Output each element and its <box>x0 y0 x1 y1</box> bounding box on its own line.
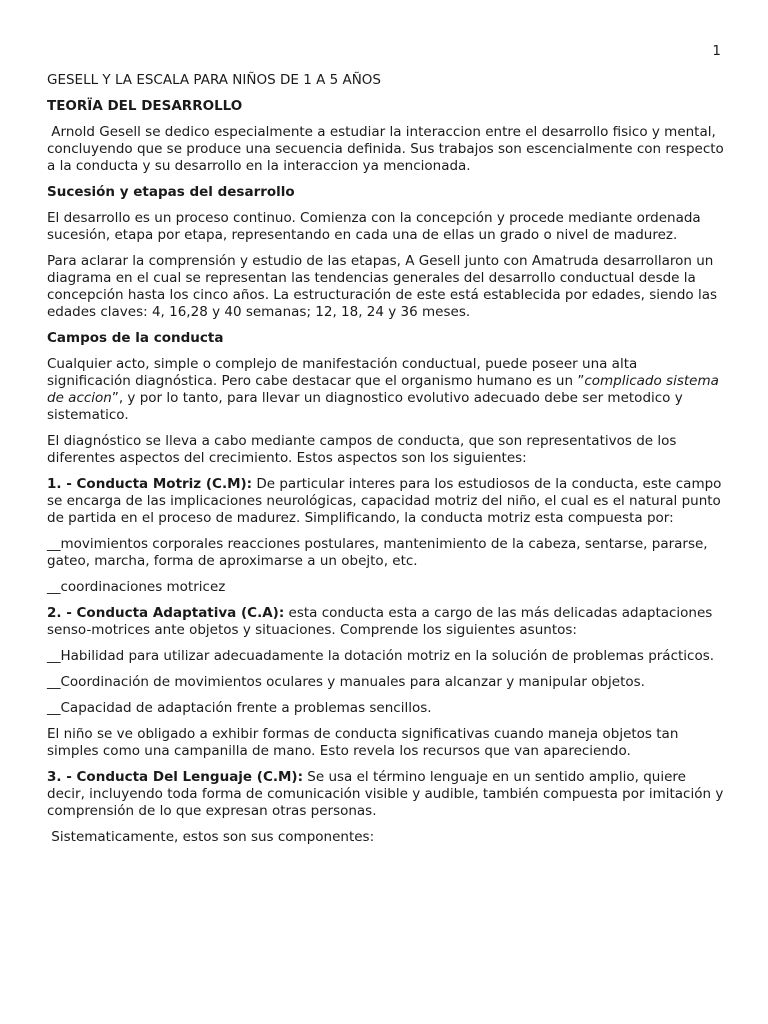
motriz-text: De particular interes para los estudiosos de la conducta, este campo se encarga de las implicaciones neurológicas, capacidad motriz del niño, el cual es el natural punto de partida en el proceso de madurez. Simplificando, la conducta motriz esta compuesta por: <box>47 476 726 526</box>
cualquier-text-pre: Cualquier acto, simple o complejo de manifestación conductual, puede poseer una alta significación diagnóstica. Pero cabe destacar que el organismo humano es un ” <box>47 356 638 389</box>
paragraph-intro: Arnold Gesell se dedico especialmente a estudiar la interaccion entre el desarrollo fisico y mental, concluyendo que se produce una secuencia definida. Sus trabajos son escencialmente con respecto a la conducta y su desarrollo en la interaccion ya mencionada. <box>47 124 729 174</box>
document-title: GESELL Y LA ESCALA PARA NIÑOS DE 1 A 5 AÑOS <box>47 72 382 88</box>
heading-sucesion: Sucesión y etapas del desarrollo <box>47 184 295 200</box>
lenguaje-label: 3. - Conducta Del Lenguaje (C.M): <box>47 769 303 785</box>
adaptativa-label: 2. - Conducta Adaptativa (C.A): <box>47 605 285 621</box>
motriz-list-item: __movimientos corporales reacciones postulares, mantenimiento de la cabeza, sentarse, pararse, gateo, marcha, forma de aproximarse a un obejto, etc. <box>47 536 708 569</box>
heading-campos: Campos de la conducta <box>47 330 224 346</box>
adaptativa-list-item: __Coordinación de movimientos oculares y manuales para alcanzar y manipular objetos. <box>47 674 645 690</box>
cualquier-text-italic: complicado sistema de accion <box>47 373 719 406</box>
paragraph-cualquier-acto <box>47 356 725 424</box>
paragraph-desarrollo: El desarrollo es un proceso continuo. Comienza con la concepción y procede mediante ordenada sucesión, etapa por etapa, representando en cada una de ellas un grado o nivel de madurez. <box>47 210 701 243</box>
document-body <box>47 72 729 855</box>
paragraph-conducta-motriz <box>47 476 725 527</box>
motriz-label: 1. - Conducta Motriz (C.M): <box>47 476 253 492</box>
paragraph-aclarar: Para aclarar la comprensión y estudio de las etapas, A Gesell junto con Amatruda desarrollaron un diagrama en el cual se representan las tendencias generales del desarrollo conductual desde la concepción hasta los cinco años. La estructuración de este está establecida por edades, siendo las edades claves: 4, 16,28 y 40 semanas; 12, 18, 24 y 36 meses. <box>47 253 718 320</box>
heading-teoria: TEORÏA DEL DESARROLLO <box>47 98 243 114</box>
paragraph-conducta-adaptativa <box>47 605 725 639</box>
adaptativa-list-item: __Habilidad para utilizar adecuadamente la dotación motriz en la solución de problemas prácticos. <box>47 648 715 664</box>
paragraph-diagnostico: El diagnóstico se lleva a cabo mediante campos de conducta, que son representativos de los diferentes aspectos del crecimiento. Estos aspectos son los siguientes: <box>47 433 677 466</box>
page-number: 1 <box>712 43 721 59</box>
paragraph-nino: El niño se ve obligado a exhibir formas de conducta significativas cuando maneja objetos tan simples como una campanilla de mano. Esto revela los recursos que van apareciendo. <box>47 726 679 759</box>
cualquier-text-post: ”, y por lo tanto, para llevar un diagnostico evolutivo adecuado debe ser metodico y sistematico. <box>47 390 683 423</box>
paragraph-conducta-lenguaje <box>47 769 728 820</box>
lenguaje-text: Se usa el término lenguaje en un sentido amplio, quiere decir, incluyendo toda forma de comunicación visible y audible, también compuesta por imitación y comprensión de lo que expresan otras personas. <box>47 769 728 819</box>
paragraph-sistematicamente: Sistematicamente, estos son sus componentes: <box>47 829 375 845</box>
adaptativa-list-item: __Capacidad de adaptación frente a problemas sencillos. <box>47 700 432 716</box>
motriz-list-item: __coordinaciones motricez <box>47 579 226 595</box>
adaptativa-text: esta conducta esta a cargo de las más delicadas adaptaciones senso-motrices ante objetos y situaciones. Comprende los siguientes asuntos: <box>47 605 717 638</box>
